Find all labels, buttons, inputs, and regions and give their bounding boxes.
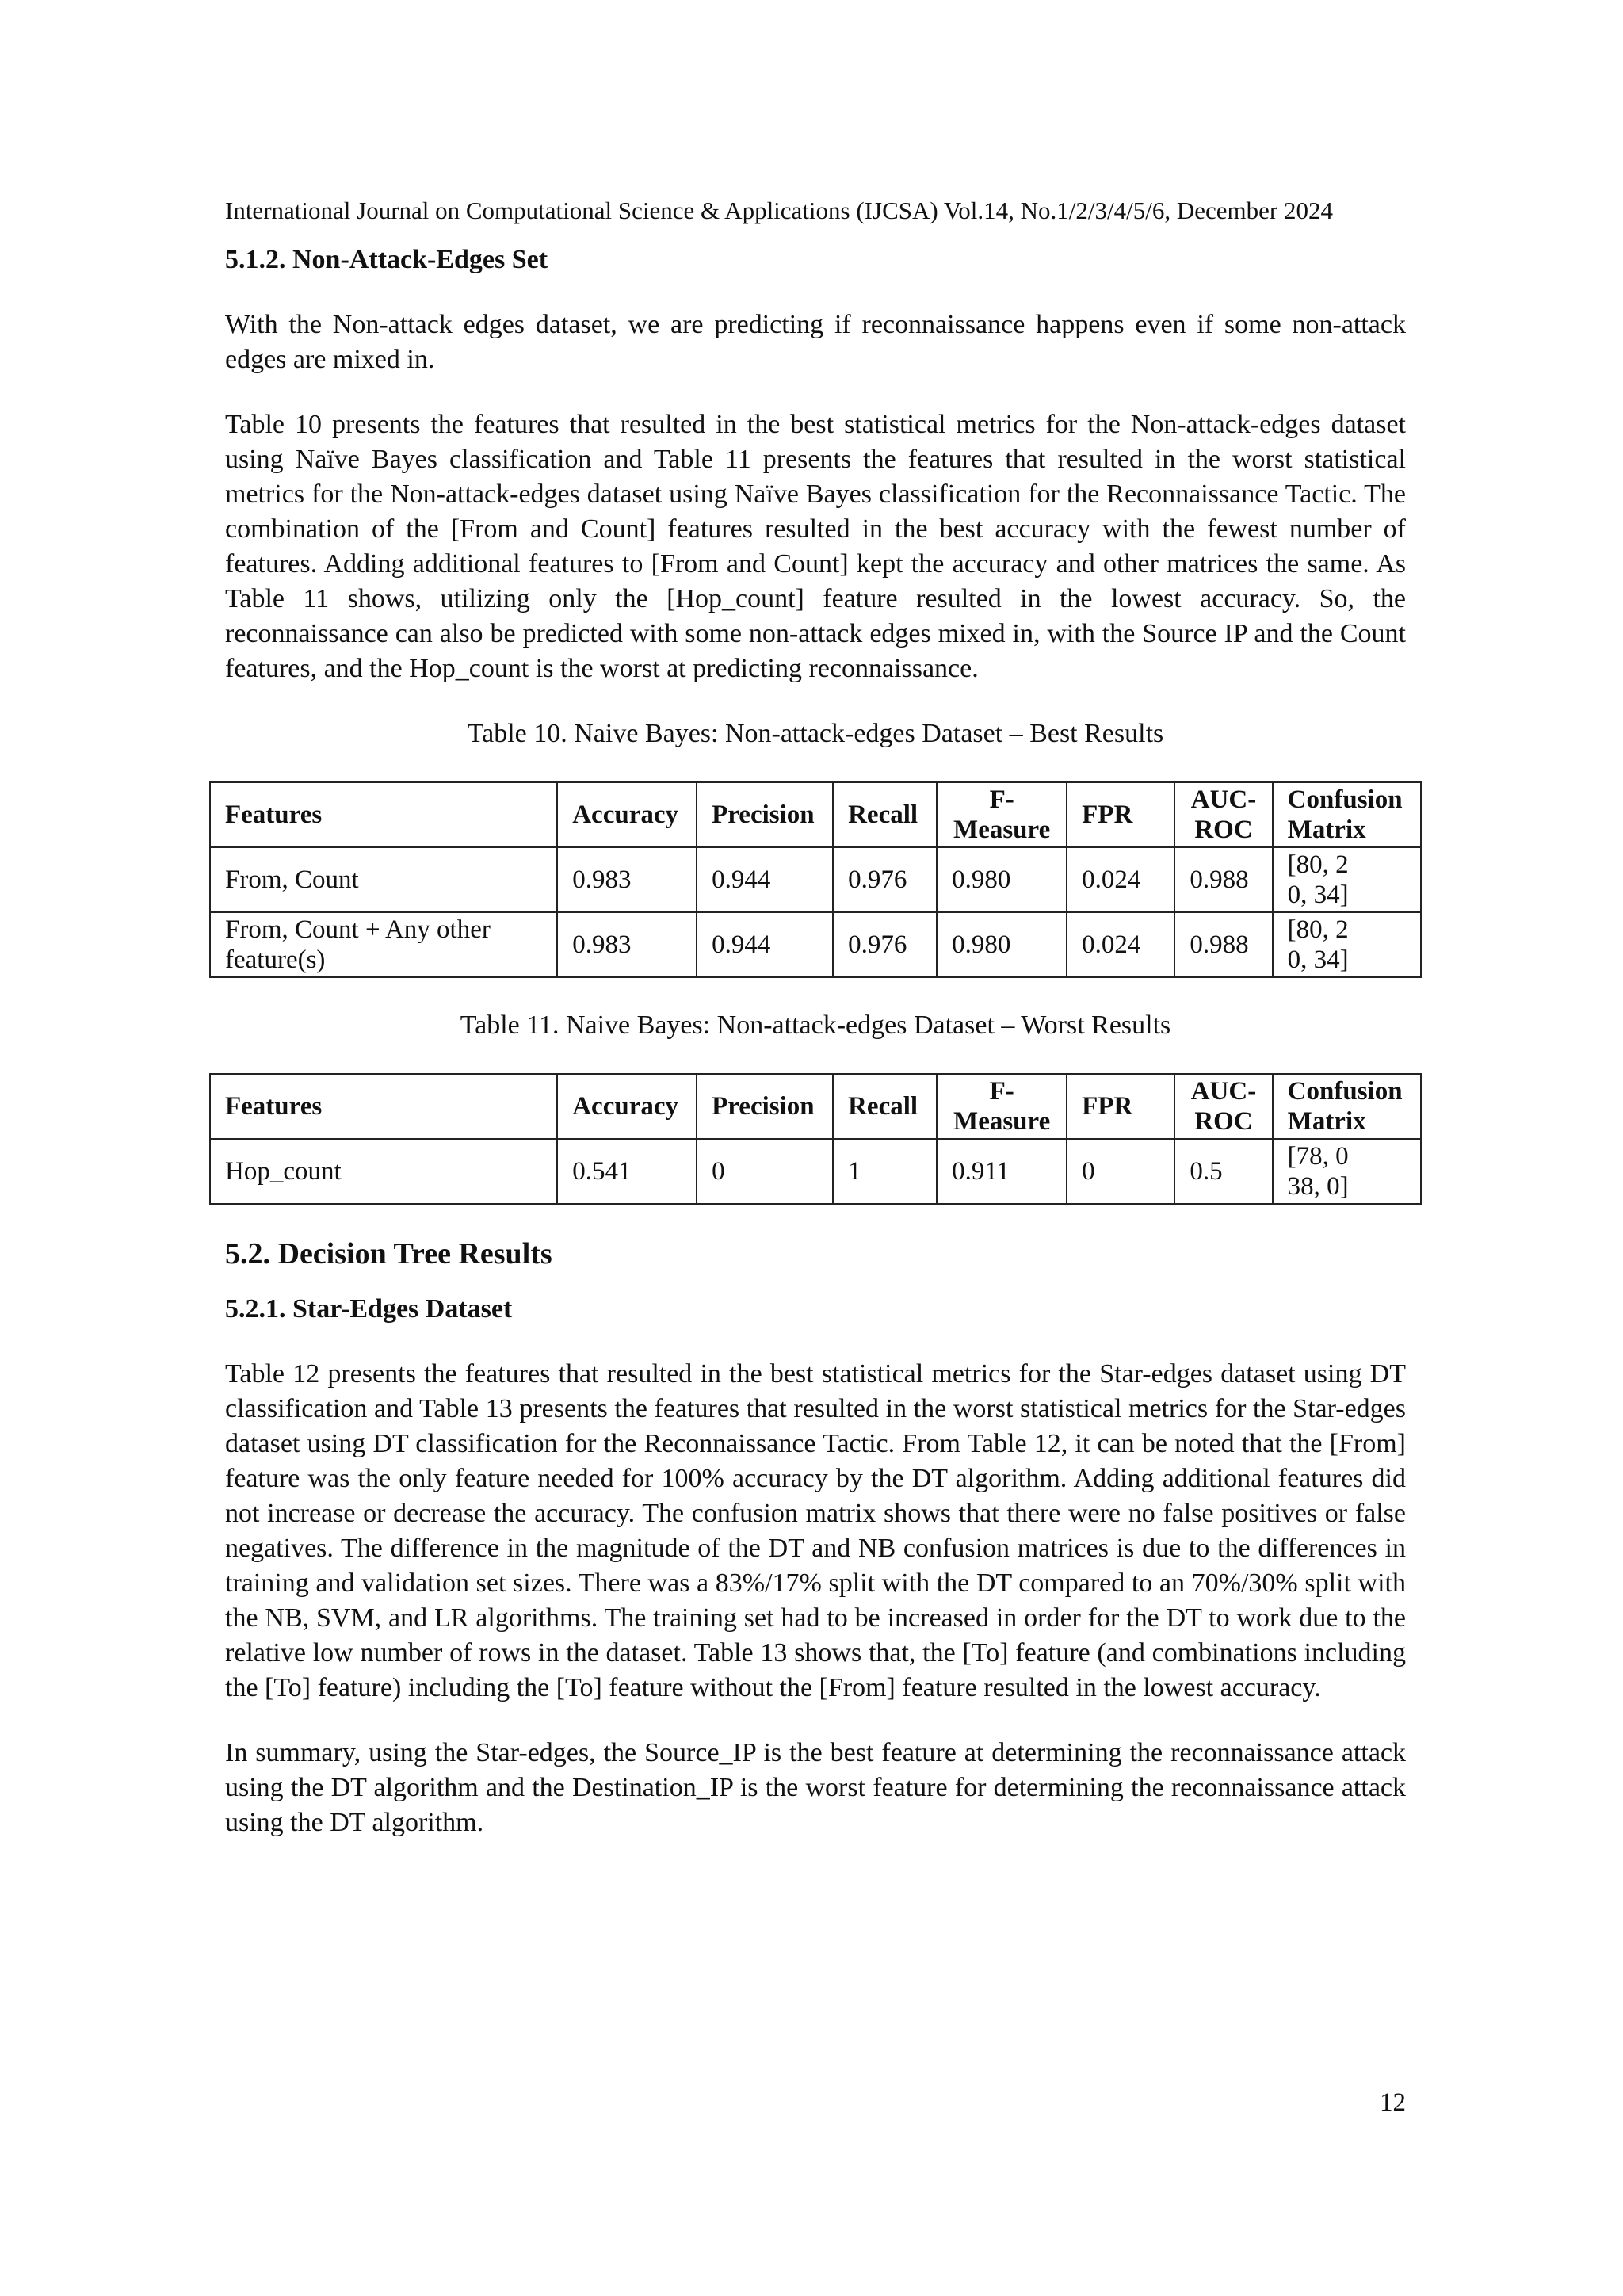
cell-features: From, Count	[210, 847, 557, 912]
cell-recall: 0.976	[833, 847, 937, 912]
header-precision: Precision	[697, 1074, 833, 1139]
cell-f-measure: 0.980	[937, 912, 1067, 977]
cell-recall: 0.976	[833, 912, 937, 977]
header-fpr: FPR	[1067, 782, 1174, 847]
cell-confusion-matrix: [78, 0 38, 0]	[1273, 1139, 1421, 1204]
cell-accuracy: 0.541	[557, 1139, 697, 1204]
header-fpr: FPR	[1067, 1074, 1174, 1139]
cell-accuracy: 0.983	[557, 912, 697, 977]
cell-precision: 0.944	[697, 847, 833, 912]
running-header: International Journal on Computational Science & Applications (IJCSA) Vol.14, No.1/2/3/4/5/6, December 2024	[225, 197, 1333, 224]
cell-fpr: 0.024	[1067, 847, 1174, 912]
cell-f-measure: 0.911	[937, 1139, 1067, 1204]
cell-precision: 0.944	[697, 912, 833, 977]
header-accuracy: Accuracy	[557, 782, 697, 847]
table-11	[209, 1073, 1422, 1205]
cell-confusion-matrix: [80, 2 0, 34]	[1273, 912, 1421, 977]
header-recall: Recall	[833, 782, 937, 847]
table-10	[209, 781, 1422, 978]
header-f-measure: F- Measure	[937, 782, 1067, 847]
table-10-caption: Table 10. Naive Bayes: Non-attack-edges Dataset – Best Results	[467, 719, 1164, 748]
cell-auc-roc: 0.988	[1174, 912, 1272, 977]
header-features: Features	[210, 782, 557, 847]
cell-f-measure: 0.980	[937, 847, 1067, 912]
section-5-2-1-heading: 5.2.1. Star-Edges Dataset	[225, 1294, 513, 1324]
section-5-2-1-paragraph-1: Table 12 presents the features that resulted in the best statistical metrics for the Star-edges dataset using DT classification and Table 13 presents the features that resulted in the worst statistical metrics for the Star-edges dataset using DT classification for the Reconnaissance Tactic. From Table 12, it can be noted that the [From] feature was the only feature needed for 100% accuracy by the DT algorithm. Adding additional features did not increase or decrease the accuracy. The confusion matrix shows that there were no false positives or false negatives. The difference in the magnitude of the DT and NB confusion matrices is due to the differences in training and validation set sizes. There was a 83%/17% split with the DT compared to an 70%/30% split with the NB, SVM, and LR algorithms. The training set had to be increased in order for the DT to work due to the relative low number of rows in the dataset. Table 13 shows that, the [To] feature (and combinations including the [To] feature) including the [To] feature without the [From] feature resulted in the lowest accuracy.	[225, 1359, 1406, 1702]
header-accuracy: Accuracy	[557, 1074, 697, 1139]
cell-accuracy: 0.983	[557, 847, 697, 912]
cell-fpr: 0.024	[1067, 912, 1174, 977]
header-confusion-matrix: Confusion Matrix	[1273, 782, 1421, 847]
section-5-1-2-heading: 5.1.2. Non-Attack-Edges Set	[225, 245, 548, 274]
section-5-2-1-paragraph-2: In summary, using the Star-edges, the Source_IP is the best feature at determining the reconnaissance attack using the DT algorithm and the Destination_IP is the worst feature for determining the reconnaissance attack using the DT algorithm.	[225, 1738, 1406, 1837]
header-precision: Precision	[697, 782, 833, 847]
header-features: Features	[210, 1074, 557, 1139]
page-number: 12	[1380, 2088, 1406, 2117]
cell-auc-roc: 0.988	[1174, 847, 1272, 912]
table-row	[210, 847, 1421, 912]
header-f-measure: F- Measure	[937, 1074, 1067, 1139]
section-5-1-2-paragraph-1: With the Non-attack edges dataset, we are predicting if reconnaissance happens even if some non-attack edges are mixed in.	[225, 310, 1406, 374]
cell-precision: 0	[697, 1139, 833, 1204]
section-5-1-2-paragraph-2: Table 10 presents the features that resulted in the best statistical metrics for the Non-attack-edges dataset using Naïve Bayes classification and Table 11 presents the features that resulted in the worst statistical metrics for the Non-attack-edges dataset using Naïve Bayes classification for the Reconnaissance Tactic. The combination of the [From and Count] features resulted in the best accuracy with the fewest number of features. Adding additional features to [From and Count] kept the accuracy and other matrices the same. As Table 11 shows, utilizing only the [Hop_count] feature resulted in the lowest accuracy. So, the reconnaissance can also be predicted with some non-attack edges mixed in, with the Source IP and the Count features, and the Hop_count is the worst at predicting reconnaissance.	[225, 410, 1406, 683]
cell-confusion-matrix: [80, 2 0, 34]	[1273, 847, 1421, 912]
table-11-caption: Table 11. Naive Bayes: Non-attack-edges Dataset – Worst Results	[460, 1010, 1171, 1040]
header-auc-roc: AUC- ROC	[1174, 1074, 1272, 1139]
cell-fpr: 0	[1067, 1139, 1174, 1204]
table-header-row	[210, 782, 1421, 847]
page-content	[225, 243, 1406, 1840]
table-row	[210, 912, 1421, 977]
header-auc-roc: AUC- ROC	[1174, 782, 1272, 847]
section-5-2-heading: 5.2. Decision Tree Results	[225, 1237, 552, 1270]
header-recall: Recall	[833, 1074, 937, 1139]
table-header-row	[210, 1074, 1421, 1139]
cell-features: From, Count + Any other feature(s)	[210, 912, 557, 977]
cell-recall: 1	[833, 1139, 937, 1204]
cell-features: Hop_count	[210, 1139, 557, 1204]
header-confusion-matrix: Confusion Matrix	[1273, 1074, 1421, 1139]
cell-auc-roc: 0.5	[1174, 1139, 1272, 1204]
table-row	[210, 1139, 1421, 1204]
